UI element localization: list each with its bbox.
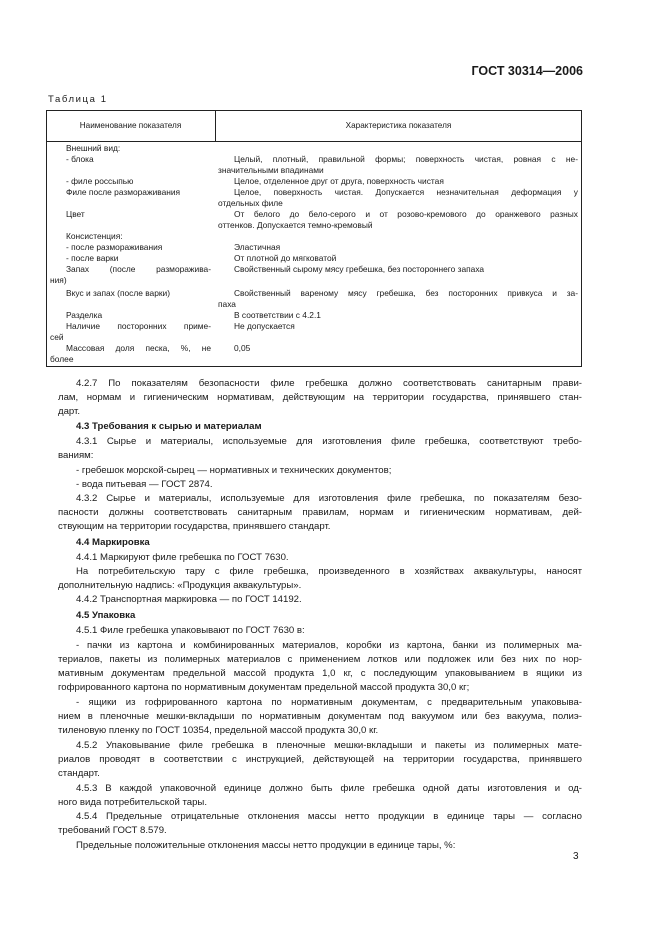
table-cell-name: - после размораживания (66, 242, 163, 252)
paragraph-line: На потребительскую тару с филе гребешка, произведенного в хозяйствах аквакультуры, наносят (76, 566, 582, 577)
list-item: - вода питьевая — ГОСТ 2874. (76, 479, 213, 490)
table-cell-value: Целое, отделенное друг от друга, поверхность чистая (234, 176, 444, 186)
table-cell-value: Целый, плотный, правильной формы; поверхность чистая, ровная с не- (234, 154, 578, 164)
paragraph-line: ствующим на территории государства, принявшего стандарт. (58, 521, 331, 532)
paragraph-line: тиленовую пленку по ГОСТ 10354, предельной массой продукта 30,0 кг. (58, 725, 379, 736)
table-cell-value: Свойственный вареному мясу гребешка, без посторонних привкуса и за- (234, 288, 578, 298)
table-cell-name: Массовая доля песка, %, не (66, 343, 211, 353)
section-heading: 4.3 Требования к сырью и материалам (76, 421, 262, 432)
paragraph-line: дополнительную надпись: «Продукция аквакультуры». (58, 580, 302, 591)
table-header-name: Наименование показателя (79, 121, 182, 130)
table-header-divider (46, 141, 582, 142)
page-number: 3 (573, 851, 579, 862)
table-cell-value: оттенков. Допускается темно-кремовый (218, 220, 373, 230)
document-number: ГОСТ 30314—2006 (471, 64, 583, 78)
paragraph-line: - ящики из гофрированного картона по нормативным документам, с предварительным упаковыва- (76, 697, 582, 708)
paragraph-line: стандарт. (58, 768, 100, 779)
table-cell-name: Разделка (66, 310, 103, 320)
paragraph-line: лам, нормам и гигиеническим нормативам, действующим на территории государства, принявшего стан- (58, 392, 582, 403)
paragraph-line: 4.5.4 Предельные отрицательные отклонения массы нетто продукции в единице тары — согласно (76, 811, 582, 822)
list-item: - гребешок морской-сырец — нормативных и технических документов; (76, 465, 392, 476)
paragraph-line: требований ГОСТ 8.579. (58, 825, 167, 836)
table-cell-value: Не допускается (234, 321, 295, 331)
table-cell-name: Внешний вид: (66, 143, 121, 153)
paragraph-line: 4.3.1 Сырье и материалы, используемые для изготовления филе гребешка, соответствуют требо- (76, 436, 582, 447)
table-cell-value: значительными впадинами (218, 165, 324, 175)
paragraph-line: 4.4.2 Транспортная маркировка — по ГОСТ 14192. (76, 594, 302, 605)
table-cell-value: Эластичная (234, 242, 281, 252)
section-heading: 4.5 Упаковка (76, 610, 136, 621)
table-cell-name: ния) (50, 275, 67, 285)
paragraph-line: 4.5.1 Филе гребешка упаковывают по ГОСТ 7630 в: (76, 625, 305, 636)
table-cell-name: Наличие посторонних приме- (66, 321, 211, 331)
table-caption: Таблица 1 (48, 94, 108, 105)
table-header-characteristic: Характеристика показателя (345, 121, 452, 130)
table-cell-name: - филе россыпью (66, 176, 134, 186)
paragraph-line: гофрированного картона по нормативным документам предельной массой продукта 30,0 кг; (58, 682, 470, 693)
table-cell-value: 0,05 (234, 343, 251, 353)
table-cell-name: более (50, 354, 74, 364)
table-cell-name: Вкус и запах (после варки) (66, 288, 171, 298)
table-cell-value: паха (218, 299, 236, 309)
paragraph-line: риалов проводят в соответствии с инструкцией, действующей на территории государства, принявшего (58, 754, 582, 765)
table-cell-value: От белого до бело-серого и от розово-кремового до оранжевого разных (234, 209, 578, 219)
table-cell-name: - блока (66, 154, 94, 164)
paragraph-line: пасности должны соответствовать санитарным правилам, нормам и гигиеническим нормативам, дей- (58, 507, 582, 518)
paragraph-line: 4.5.3 В каждой упаковочной единице должно быть филе гребешка одной даты изготовления и од- (76, 783, 582, 794)
paragraph-line: нием в пленочные мешки-вкладыши по нормативным документам под вакуумом или без вакуума, полиэ- (58, 711, 582, 722)
table-cell-name: сей (50, 332, 64, 342)
paragraph-line: ного вида потребительской тары. (58, 797, 207, 808)
table-cell-value: Целое, поверхность чистая. Допускается незначительная деформация у (234, 187, 578, 197)
table-cell-value: Свойственный сырому мясу гребешка, без постороннего запаха (234, 264, 485, 274)
table-cell-name: - после варки (66, 253, 119, 263)
table-cell-value: В соответствии с 4.2.1 (234, 310, 321, 320)
table-cell-value: От плотной до мягковатой (234, 253, 337, 263)
table-cell-value: отдельных филе (218, 198, 283, 208)
paragraph-line: териалов, пакеты из полимерных материалов с применением лотков или подложек или без них по нор- (58, 654, 582, 665)
table-cell-name: Запах (после разморажива- (66, 264, 211, 274)
paragraph-line: - пачки из картона и комбинированных материалов, коробки из картона, банки из полимерных ма- (76, 640, 582, 651)
paragraph-line: ваниям: (58, 450, 94, 461)
paragraph-line: 4.5.2 Упаковывание филе гребешка в пленочные мешки-вкладыши и пакеты из полимерных мате- (76, 740, 582, 751)
paragraph-line: мативным документам предельной массой продукта 1,0 кг, с последующим упаковыванием в ящики из (58, 668, 582, 679)
table-cell-name: Филе после размораживания (66, 187, 181, 197)
paragraph-line: 4.4.1 Маркируют филе гребешка по ГОСТ 7630. (76, 552, 289, 563)
paragraph-line: 4.3.2 Сырье и материалы, используемые для изготовления филе гребешка, по показателям безо- (76, 493, 582, 504)
section-heading: 4.4 Маркировка (76, 537, 150, 548)
table-cell-name: Консистенция: (66, 231, 123, 241)
paragraph-line: дарт. (58, 406, 81, 417)
paragraph-line: 4.2.7 По показателям безопасности филе гребешка должно соответствовать санитарным прави- (76, 378, 582, 389)
paragraph-line: Предельные положительные отклонения массы нетто продукции в единице тары, %: (76, 840, 456, 851)
table-cell-name: Цвет (66, 209, 85, 219)
